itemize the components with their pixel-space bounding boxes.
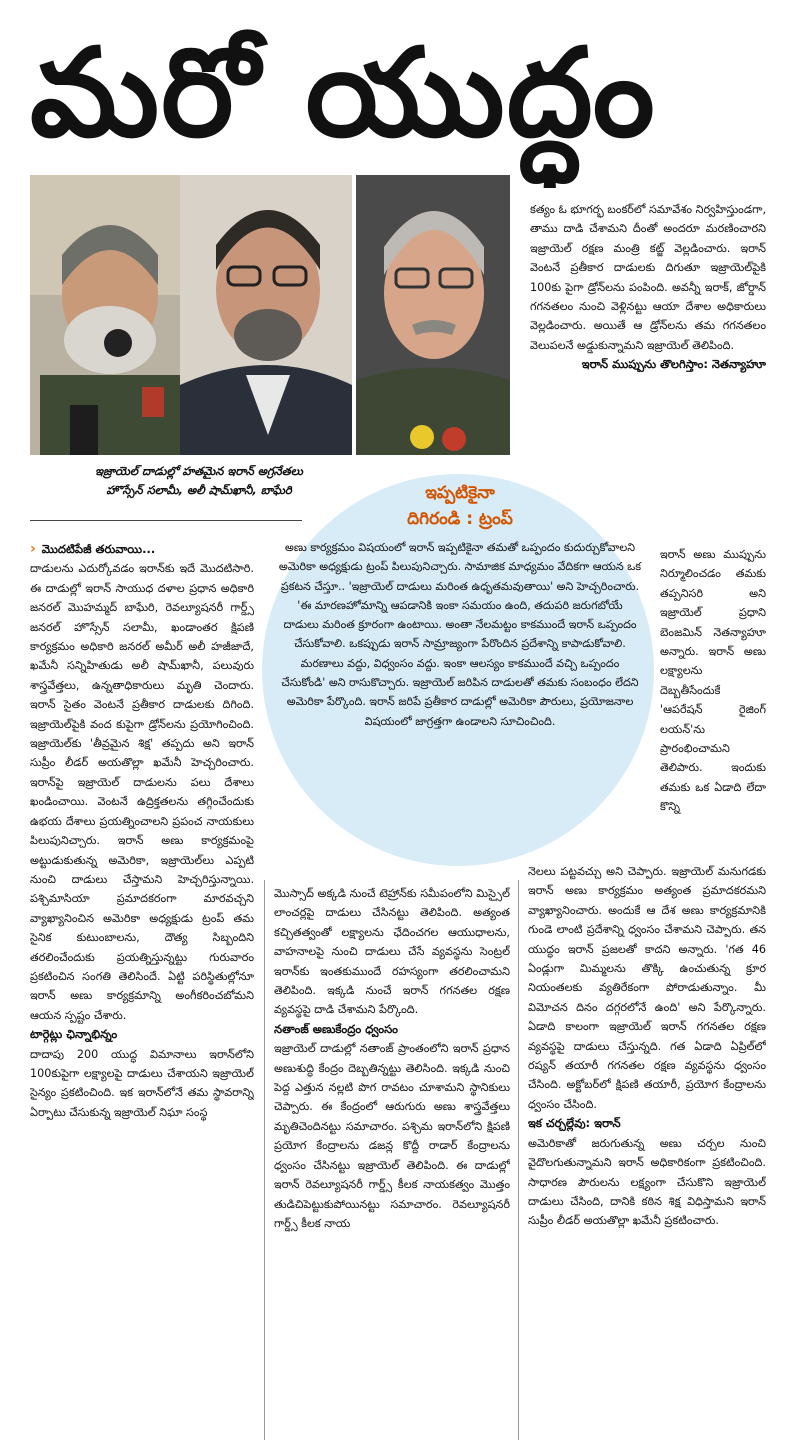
callout-text: అణు కార్యక్రమం విషయంలో ఇరాన్ ఇప్పటికైనా తమతో ఒప్పందం కుదుర్చుకోవాలని అమెరికా అధ్యక్షుడు ట్రంప్ పిలుపునిచ్చారు. సామాజిక మాధ్యమం వేదికగా ఆయన ఒక ప్రకటన చేస్తూ.. 'ఇజ్రాయెల్ దాడులు మరింత ఉధృతమవుతాయి' అని హెచ్చరించారు. 'ఈ మారణహోమాన్ని ఆపడానికి ఇంకా సమయం ఉంది, తదుపరి జరుగబోయే దాడులు మరింత క్రూరంగా ఉంటాయి. అంతా నేలమట్టం కాకముందే ఇరాన్ ఒప్పందం చేసుకోవాలి. ఒకప్పుడు ఇరాన్ సామ్రాజ్యంగా పేరొందిన ప్రదేశాన్ని కాపాడుకోవాలి. మరణాలు వద్దు, విధ్వంసం వద్దు. ఇంకా ఆలస్యం కాకముందే వచ్చి ఒప్పందం చేసుకోండి' అని రాసుకొచ్చారు. ఇజ్రాయెల్ జరిపిన దాడులతో తమకు సంబంధం లేదని అమెరికా పేర్కొంది. ఇరాన్ జరిపే ప్రతీకార దాడుల్లో అమెరికా పౌరులు, ప్రయోజనాల విషయంలో జాగ్రత్తగా ఉండాలని సూచించింది. xyxy=(278,541,642,728)
right-column-text-2: అమెరికాతో జరుగుతున్న అణు చర్చల నుంచి వైదొలగుతున్నామని ఇరాన్ అధికారికంగా ప్రకటించింది. సాధారణ పౌరులను లక్ష్యంగా చేసుకొని ఇజ్రాయెల్ దాడులు చేసింది, దానికి కఠిన శిక్ష విధిస్తామని ఇరాన్ సుప్రీం లీడర్ అయతొల్లా ఖమేనీ ప్రకటించారు. xyxy=(528,1136,766,1228)
right-column xyxy=(528,862,766,1440)
caption-line-2: హొస్సేన్ సలామీ, అలీ షామ్‌ఖానీ, బాఘేరి xyxy=(106,483,292,497)
headline: మరో యుద్ధం xyxy=(30,22,657,164)
continuation-kicker xyxy=(30,540,254,559)
middle-column xyxy=(274,884,510,1440)
right-column-subhead: ఇక చర్చల్లేవు: ఇరాన్ xyxy=(528,1116,621,1131)
right-top-text: కత్యం ఓ భూగర్భ బంకర్‌లో సమావేశం నిర్వహిస్తుండగా, తాము దాడి చేశామని దీంతో అందరూ మరణించారని ఇజ్రాయెల్ రక్షణ మంత్రి కట్జ్ వెల్లడించారు. ఇరాన్ వెంటనే ప్రతీకార దాడులకు దిగుతూ ఇజ్రాయెల్‌పైకి 100కు పైగా డ్రోన్‌లను పంపింది. అవన్నీ ఇరాక్, జోర్డాన్ గగనతలం నుంచి వెళ్లినట్టు ఆయా దేశాల అధికారులు వెల్లడించారు. అయితే ఆ డ్రోన్‌లను తమ గగనతలం వెలుపలనే అడ్డుకున్నామని ఇజ్రాయెల్ తెలిపింది. xyxy=(530,203,766,352)
right-narrow-column xyxy=(660,545,766,855)
middle-column-text-2: ఇజ్రాయెల్ దాడుల్లో నతాంజ్ ప్రాంతంలోని ఇరాన్ ప్రధాన అణుశుద్ధి కేంద్రం దెబ్బతిన్నట్టు తెలిసింది. ఇక్కడి నుంచి పెద్ద ఎత్తున నల్లటి పొగ రావటం చూశామని స్థానికులు చెప్పారు. ఈ కేంద్రంలో ఆరుగురు అణు శాస్త్రవేత్తలు మృతిచెందినట్టు సమాచారం. పశ్చిమ ఇరాన్‌లోని క్షిపణి ప్రయోగ కేంద్రాలను డజన్ల కొద్దీ రాడార్ కేంద్రాలను ధ్వంసం చేసినట్టు ఇజ్రాయెల్ తెలిపింది. ఈ దాడుల్లో ఇరాన్ రెవల్యూషనరీ గార్డ్స్ కీలక నాయకత్వం మొత్తం తుడిచిపెట్టుకుపోయినట్టు సమాచారం. రెవల్యూషనరీ గార్డ్స్ కీలక నాయ xyxy=(274,1042,510,1230)
callout-title-line-2: దిగిరండి : ట్రంప్ xyxy=(407,509,513,529)
photo-bagheri xyxy=(356,175,510,455)
left-column-text-2: దాదాపు 200 యుద్ధ విమానాలు ఇరాన్‌లోని 100కుపైగా లక్ష్యాలపై దాడులు చేశాయని ఇజ్రాయెల్ సైన్యం ప్రకటించింది. ఇక ఇరాన్‌లోనే తమ స్థావరాన్ని ఏర్పాటు చేసుకున్న ఇజ్రాయెల్ నిఘా సంస్థ xyxy=(30,1047,254,1119)
right-narrow-text: ఇరాన్ అణు ముప్పును నిర్మూలించడం తమకు తప్పనిసరి అని ఇజ్రాయెల్ ప్రధాని బెంజమిన్ నెతన్యాహూ అన్నారు. ఇరాన్ అణు లక్ష్యాలను దెబ్బతీసేందుకే 'ఆపరేషన్ రైజింగ్ లయన్'ను ప్రారంభించామని తెలిపారు. ఇందుకు తమకు ఒక ఏడాది లేదా కొన్ని xyxy=(660,548,766,814)
photo-hossein-salami xyxy=(30,175,180,455)
middle-column-subhead: నతాంజ్ అణుకేంద్రం ధ్వంసం xyxy=(274,1021,399,1036)
middle-column-text: మొస్సాద్ అక్కడి నుంచే టెహ్రాన్‌కు సమీపంలోని మిస్సైల్ లాంచర్లపై దాడులు చేసినట్టు తెలిపింది. అత్యంత కచ్చితత్వంతో లక్ష్యాలను ఛేదించగల ఆయుధాలను, వాహనాలపై నుంచి దాడులు చేసే వ్యవస్థను సెంట్రల్ ఇరాన్‌కు ఇంతకుముందే రహస్యంగా తరలించామని తెలిపింది. ఇక్కడి నుంచే ఇరాన్ గగనతల రక్షణ వ్యవస్థపై దాడి చేశామని పేర్కొంది. xyxy=(274,887,510,1017)
photo-caption xyxy=(54,462,344,500)
left-column-text: దాడులను ఎదుర్కోవడం ఇరాన్‌కు ఇదే మొదటిసారి. ఈ దాడుల్లో ఇరాన్ సాయుధ దళాల ప్రధాన అధికారి జనరల్ మొహమ్మద్ బాఘేరి, రెవల్యూషనరీ గార్డ్స్ జనరల్ హొస్సేన్ సలామీ, ఖండాంతర క్షిపణి కార్యక్రమం అధికారి జనరల్ అమీర్ అలీ హజీజాదే, ఖమేనీ సన్నిహితుడు అలీ షామ్‌ఖానీ, పలువురు శాస్త్రవేత్తలు, ఉన్నతాధికారులు మృతి చెందారు. ఇరాన్ సైతం వెంటనే ప్రతీకార దాడులకు దిగింది. ఇజ్రాయెల్‌పైకి వంద కుపైగా డ్రోన్‌లను ప్రయోగించింది. ఇజ్రాయెల్‌కు 'తీవ్రమైన శిక్ష' తప్పదు అని ఇరాన్ సుప్రీం లీడర్ అయతొల్లా ఖమేనీ హెచ్చరించారు. ఇరాన్‌పై ఇజ్రాయెల్ దాడులను పలు దేశాలు ఖండించాయి. వెంటనే ఉద్రిక్తతలను తగ్గించేందుకు ఉభయ దేశాలు ప్రయత్నించాలని ప్రపంచ నాయకులు పిలుపునిచ్చారు. ఇరాన్ అణు కార్యక్రమంపై అట్టుడుకుతున్న అమెరికా, ఇజ్రాయెల్‌లు ఎప్పటి నుంచి దాడులు చేస్తామని హెచ్చరిస్తున్నాయి. పశ్చిమాసియా ప్రమాదకరంగా మారవచ్చని వ్యాఖ్యానించిన అమెరికా అధ్యక్షుడు ట్రంప్ తమ సైనిక కుటుంబాలను, దౌత్య సిబ్బందిని తరలించేందుకు ప్రయత్నిస్తున్నట్టు గురువారం ప్రకటించిన సంగతి తెలిసిందే. ఏట్టి పరిస్థితుల్లోనూ ఇరాన్ అణు కార్యక్రమాన్ని అంగీకరించబోమని ఆయన స్పష్టం చేశారు. xyxy=(30,562,254,1022)
right-top-subhead: ఇరాన్ ముప్పును తొలగిస్తాం: నెతన్యాహూ xyxy=(581,357,766,372)
column-divider-right xyxy=(518,880,519,1440)
right-top-column xyxy=(530,200,766,530)
kicker-label: మొదటిపేజీ తరువాయి... xyxy=(41,542,156,556)
photo-ali-shamkhani xyxy=(180,175,352,455)
callout-title-line-1: ఇప్పటికైనా xyxy=(425,483,495,503)
caption-divider xyxy=(30,520,302,521)
callout-title xyxy=(360,480,560,532)
right-column-text: నెలలు పట్టవచ్చు అని చెప్పారు. ఇజ్రాయెల్ మనుగడకు ఇరాన్ అణు కార్యక్రమం అత్యంత ప్రమాదకరమని వ్యాఖ్యానించారు. అందుకే ఆ దేశ అణు కార్యక్రమానికి గుండె లాంటి ప్రదేశాన్ని ధ్వంసం చేశామని చెప్పారు. తన యుద్ధం ఇరాన్ ప్రజలతో కాదని అన్నారు. 'గత 46 ఏండ్లుగా మిమ్మలను తొక్కి ఉంచుతున్న క్రూర నియంతలకు వ్యతిరేకంగా పోరాడుతున్నాం. మీ విమోచన దినం దగ్గరలోనే ఉంది' అని పేర్కొన్నారు. ఏడాది కాలంగా ఇజ్రాయెల్ ఇరాన్ గగనతల రక్షణ వ్యవస్థపై దాడులు చేస్తున్నది. గత ఏడాది ఏప్రిల్‌లో రష్యన్ తయారీ గగనతల రక్షణ వ్యవస్థను ధ్వంసం చేసింది. అక్టోబర్‌లో క్షిపణి తయారీ, ప్రయోగ కేంద్రాలను ధ్వంసం చేసింది. xyxy=(528,865,766,1111)
left-column xyxy=(30,540,254,1440)
column-divider-left xyxy=(264,880,265,1440)
caption-line-1: ఇజ్రాయెల్ దాడుల్లో హతమైన ఇరాన్ అగ్రనేతలు xyxy=(95,464,303,478)
chevron-right-icon: › xyxy=(30,541,36,557)
left-column-subhead: టార్గెట్లు ఛిన్నాభిన్నం xyxy=(30,1027,118,1042)
